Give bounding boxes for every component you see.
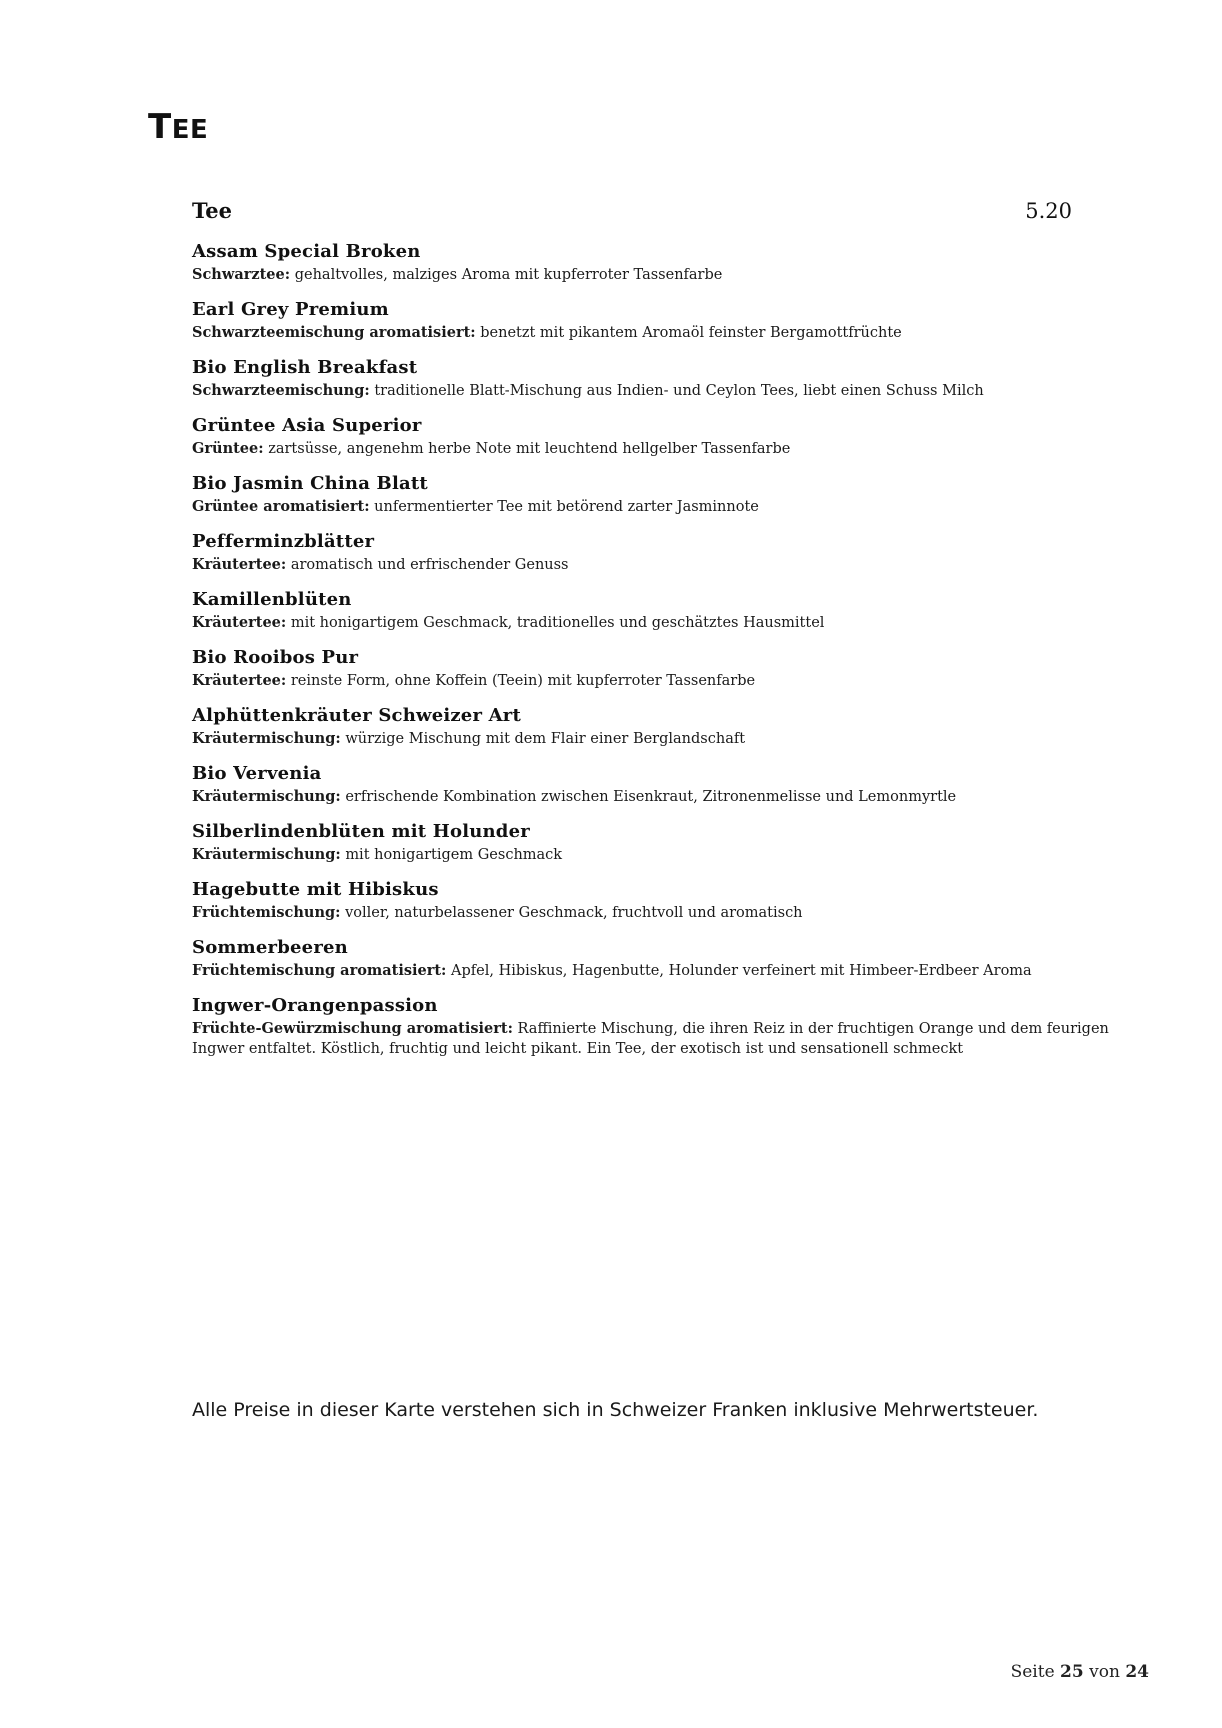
tea-name: Hagebutte mit Hibiskus bbox=[192, 879, 439, 900]
tea-description bbox=[192, 439, 1122, 459]
tea-type: Kräutertee: bbox=[192, 672, 287, 689]
tea-description bbox=[192, 787, 1122, 807]
tea-description-text: traditionelle Blatt-Mischung aus Indien- und Ceylon Tees, liebt einen Schuss Milch bbox=[374, 383, 984, 399]
tea-item bbox=[192, 297, 1122, 343]
category-header bbox=[192, 198, 1072, 223]
tea-type: Früchte-Gewürzmischung aromatisiert: bbox=[192, 1020, 513, 1037]
section-title-rest: EE bbox=[171, 115, 209, 145]
tea-description bbox=[192, 729, 1122, 749]
tea-description-text: voller, naturbelassener Geschmack, fruchtvoll und aromatisch bbox=[345, 905, 803, 921]
tea-name: Bio Vervenia bbox=[192, 763, 322, 784]
page-current: 25 bbox=[1060, 1662, 1084, 1682]
tea-type: Grüntee: bbox=[192, 440, 264, 457]
tea-type: Schwarztee: bbox=[192, 266, 291, 283]
tea-item bbox=[192, 587, 1122, 633]
tea-type: Kräutermischung: bbox=[192, 788, 341, 805]
tea-item bbox=[192, 239, 1122, 285]
tea-name: Alphüttenkräuter Schweizer Art bbox=[192, 705, 521, 726]
tea-type: Früchtemischung: bbox=[192, 904, 341, 921]
tea-description bbox=[192, 845, 1122, 865]
tea-name: Sommerbeeren bbox=[192, 937, 348, 958]
tea-name: Bio Rooibos Pur bbox=[192, 647, 359, 668]
tea-description bbox=[192, 903, 1122, 923]
tea-name: Silberlindenblüten mit Holunder bbox=[192, 821, 530, 842]
tea-description-text: gehaltvolles, malziges Aroma mit kupferroter Tassenfarbe bbox=[294, 267, 723, 283]
tea-description-text: mit honigartigem Geschmack bbox=[345, 847, 563, 863]
tea-item bbox=[192, 471, 1122, 517]
tea-description bbox=[192, 1019, 1122, 1059]
category-price: 5.20 bbox=[1025, 199, 1072, 223]
tea-description bbox=[192, 555, 1122, 575]
tea-item bbox=[192, 935, 1122, 981]
tea-type: Grüntee aromatisiert: bbox=[192, 498, 370, 515]
tea-name: Assam Special Broken bbox=[192, 241, 421, 262]
tea-description-text: mit honigartigem Geschmack, traditionelles und geschätztes Hausmittel bbox=[290, 615, 825, 631]
tea-description-text: zartsüsse, angenehm herbe Note mit leuchtend hellgelber Tassenfarbe bbox=[268, 441, 791, 457]
tea-description bbox=[192, 323, 1122, 343]
tea-name: Pefferminzblätter bbox=[192, 531, 375, 552]
tea-description bbox=[192, 671, 1122, 691]
tea-description bbox=[192, 613, 1122, 633]
tea-name: Earl Grey Premium bbox=[192, 299, 389, 320]
section-title-initial: T bbox=[148, 107, 172, 147]
tea-description-text: würzige Mischung mit dem Flair einer Berglandschaft bbox=[345, 731, 746, 747]
tea-description bbox=[192, 265, 1122, 285]
tea-item bbox=[192, 819, 1122, 865]
tea-item bbox=[192, 993, 1122, 1059]
tea-name: Kamillenblüten bbox=[192, 589, 352, 610]
tea-item bbox=[192, 355, 1122, 401]
tea-description bbox=[192, 961, 1122, 981]
tea-menu bbox=[192, 198, 1122, 1071]
page-separator: von bbox=[1089, 1662, 1120, 1682]
tea-name: Grüntee Asia Superior bbox=[192, 415, 422, 436]
tea-description-text: Apfel, Hibiskus, Hagenbutte, Holunder verfeinert mit Himbeer-Erdbeer Aroma bbox=[451, 963, 1032, 979]
tea-description-text: erfrischende Kombination zwischen Eisenkraut, Zitronenmelisse und Lemonmyrtle bbox=[345, 789, 957, 805]
tea-type: Schwarzteemischung: bbox=[192, 382, 370, 399]
tea-item bbox=[192, 529, 1122, 575]
tea-description bbox=[192, 381, 1122, 401]
tea-description-text: reinste Form, ohne Koffein (Teein) mit kupferroter Tassenfarbe bbox=[290, 673, 756, 689]
tea-type: Kräutermischung: bbox=[192, 730, 341, 747]
tea-type: Kräutertee: bbox=[192, 556, 287, 573]
tea-type: Früchtemischung aromatisiert: bbox=[192, 962, 447, 979]
page-total: 24 bbox=[1125, 1662, 1149, 1682]
tea-description-text: aromatisch und erfrischender Genuss bbox=[290, 557, 569, 573]
tea-list bbox=[192, 239, 1122, 1059]
tea-type: Kräutermischung: bbox=[192, 846, 341, 863]
tea-description bbox=[192, 497, 1122, 517]
price-note: Alle Preise in dieser Karte verstehen sich in Schweizer Franken inklusive Mehrwertsteuer. bbox=[192, 1399, 1039, 1421]
tea-description-text: unfermentierter Tee mit betörend zarter Jasminnote bbox=[374, 499, 759, 515]
tea-item bbox=[192, 761, 1122, 807]
tea-item bbox=[192, 703, 1122, 749]
tea-name: Bio English Breakfast bbox=[192, 357, 418, 378]
tea-type: Schwarzteemischung aromatisiert: bbox=[192, 324, 476, 341]
category-name: Tee bbox=[192, 198, 232, 223]
tea-type: Kräutertee: bbox=[192, 614, 287, 631]
page-number bbox=[1011, 1662, 1149, 1682]
tea-name: Bio Jasmin China Blatt bbox=[192, 473, 428, 494]
tea-description-text: Raffinierte Mischung, die ihren Reiz in der fruchtigen Orange und dem feurigen Ingwer entfaltet. Köstlich, fruchtig und leicht pikant. Ein Tee, der exotisch ist und sensationell schmeckt bbox=[192, 1021, 1109, 1057]
tea-description-text: benetzt mit pikantem Aromaöl feinster Bergamottfrüchte bbox=[480, 325, 902, 341]
tea-item bbox=[192, 413, 1122, 459]
page-prefix: Seite bbox=[1010, 1662, 1055, 1682]
section-title bbox=[148, 107, 209, 147]
tea-name: Ingwer-Orangenpassion bbox=[192, 995, 438, 1016]
tea-item bbox=[192, 645, 1122, 691]
tea-item bbox=[192, 877, 1122, 923]
